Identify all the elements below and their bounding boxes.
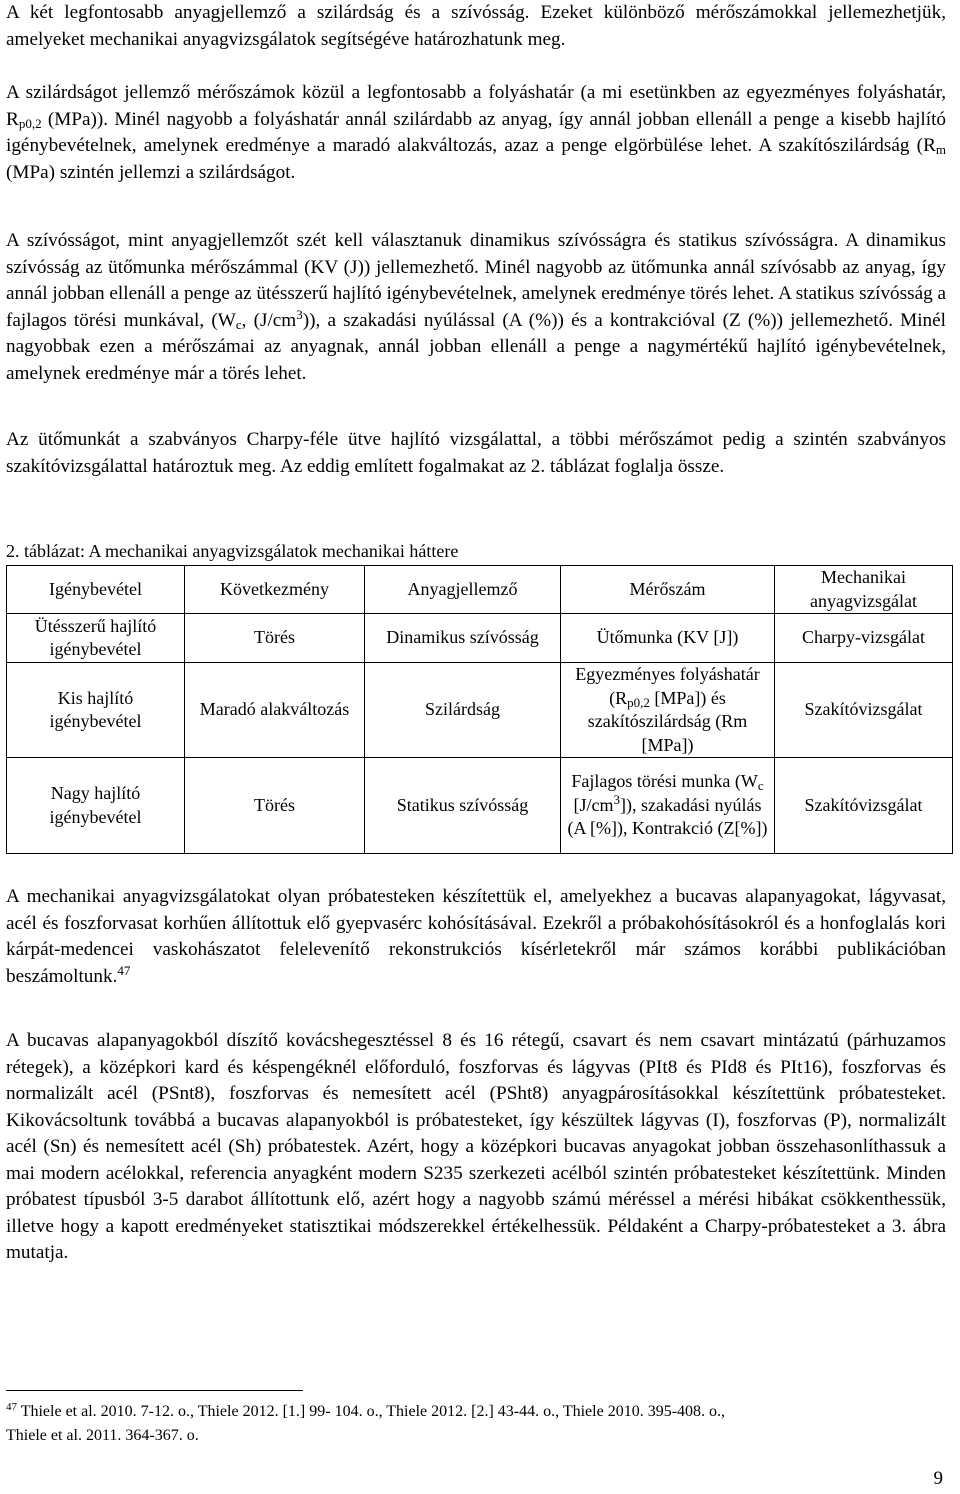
paragraph-materials: A bucavas alapanyagokból díszítő kovácshegesztéssel 8 és 16 rétegű, csavart és nem csavart mintázatú (párhuzamos rétegek), a középkori kard és késpengéknél előforduló, foszforvas és lágyvas (PIt8 és PId8 és PIt16), foszforvas és normalizált acél (PSnt8), foszforvas és nemesített acél (PSht8) anyagpárosításokkal készítettünk próbatesteket. Kikovácsoltunk továbbá a bucavas alapanyokból is próbatesteket, így készültek lágyvas (I), foszforvas (P), normalizált acél (Sn) és nemesített acél (Sh) próbatestek. Azért, hogy a középkori bucavas anyagokat jobban összehasonlíthassuk a mai modern acélokkal, referencia anyagként modern S235 szerkezeti acélból szintén próbatesteket készítettünk. Minden próbatest típusból 3-5 darabot állítottunk elő, azért hogy a nagyobb számú méréssel a mérési hibákat csökkenthessük, illetve hogy a kapott eredményeket statisztikai módszerekkel értékelhessük. Példaként a Charpy-próbatesteket a 3. ábra mutatja. (6, 1030, 946, 1263)
paragraph-intro: A két legfontosabb anyagjellemző a szilárdság és a szívósság. Ezeket különböző mérőszámokkal jellemezhetjük, amelyeket mechanikai anyagvizsgálatok segítségéve határozhatunk meg. (6, 2, 946, 50)
table-row (7, 758, 953, 854)
paragraph-specimens: A mechanikai anyagvizsgálatokat olyan próbatesteken készítettük el, amelyekhez a bucavas alapanyagokat, lágyvasat, acél és foszforvasat korhűen állítottuk elő gyepvasérc kohósításával. Ezekről a próbakohósításokról és a honfoglalás kori kárpát-medencei vaskohászatot felelevenítő rekonstrukciós kísérletekről már számos korábbi publikációban beszámoltunk.$^{47}$ (6, 886, 946, 987)
cell-measure: Ütőmunka (KV [J]) (561, 614, 775, 663)
table-row (7, 663, 953, 758)
header-load: Igénybevétel (7, 566, 185, 614)
footnote-reference: 47 (117, 962, 131, 978)
cell-property: Statikus szívósság (365, 758, 561, 854)
cell-effect: Törés (185, 614, 365, 663)
footnote: $^{47}$ Thiele et al. 2010. 7-12. o., Thiele 2012. [1.] 99- 104. o., Thiele 2012. [2.] 43-44. o., Thiele 2010. 395-408. o., Thiele et al. 2011. 364-367. o. (6, 1401, 726, 1444)
header-property: Anyagjellemző (365, 566, 561, 614)
cell-test: Charpy-vizsgálat (775, 614, 953, 663)
paragraph-charpy: Az ütőmunkát a szabványos Charpy-féle ütve hajlító vizsgálattal, a többi mérőszámot pedig a szintén szabványos szakítóvizsgálattal határoztuk meg. Az eddig említett fogalmakat az 2. táblázat foglalja össze. (6, 429, 946, 477)
cell-property: Szilárdság (365, 663, 561, 758)
cell-test: Szakítóvizsgálat (775, 758, 953, 854)
cell-test: Szakítóvizsgálat (775, 663, 953, 758)
header-test: Mechanikai anyagvizsgálat (775, 566, 953, 614)
cell-measure: Egyezményes folyáshatár ($R_{p0,2}$ [MPa]) és szakítószilárdság (Rm [MPa]) (561, 663, 775, 758)
cell-load: Ütésszerű hajlító igénybevétel (7, 614, 185, 663)
cell-measure: Fajlagos törési munka ($W_c$ $[J/cm^3]$), szakadási nyúlás (A [%]), Kontrakció (Z[%]) (561, 758, 775, 854)
cell-effect: Törés (185, 758, 365, 854)
cell-effect: Maradó alakváltozás (185, 663, 365, 758)
header-effect: Következmény (185, 566, 365, 614)
cell-load: Kis hajlító igénybevétel (7, 663, 185, 758)
paragraph-toughness: A szívósságot, mint anyagjellemzőt szét kell választanuk dinamikus szívósságra és statikus szívósságra. A dinamikus szívósság az ütőmunka mérőszámmal (KV (J)) jellemezhető. Minél nagyobb az ütőmunka annál szívósabb az anyag, így annál jobban ellenáll a penge az ütésszerű hajlító igénybevételnek, amelynek eredménye törés lehet. A statikus szívósság a fajlagos törési munkával, ($W_c$, $(J/cm^3)$), a szakadási nyúlással (A (%)) és a kontrakcióval (Z (%)) jellemezhető. Minél nagyobbak ezen a mérőszámai az anyagnak, annál jobban ellenáll a penge a nagymértékű hajlító igénybevételnek, amelynek eredménye már a törés lehet. (6, 230, 946, 384)
footnote-separator (6, 1390, 303, 1391)
table-row (7, 614, 953, 663)
cell-property: Dinamikus szívósság (365, 614, 561, 663)
page-number: 9 (933, 1468, 943, 1489)
table-caption: 2. táblázat: A mechanikai anyagvizsgálatok mechanikai háttere (6, 541, 459, 561)
table-header-row (7, 566, 953, 614)
cell-load: Nagy hajlító igénybevétel (7, 758, 185, 854)
footnote-number: 47 (6, 1401, 17, 1413)
mechanical-testing-table (6, 565, 953, 854)
paragraph-strength: A szilárdságot jellemző mérőszámok közül a legfontosabb a folyáshatár (a mi esetünkben az egyezményes folyáshatár, $R_{p0,2}$ (MPa)). Minél nagyobb a folyáshatár annál szilárdabb az anyag, így annál jobban ellenáll a penge a kisebb hajlító igénybevételnek, amelynek eredménye a maradó alakváltozás, azaz a penge elgörbülése lehet. A szakítószilárdság ($R_m$ (MPa) szintén jellemzi a szilárdságot. (6, 82, 946, 183)
header-measure: Mérőszám (561, 566, 775, 614)
